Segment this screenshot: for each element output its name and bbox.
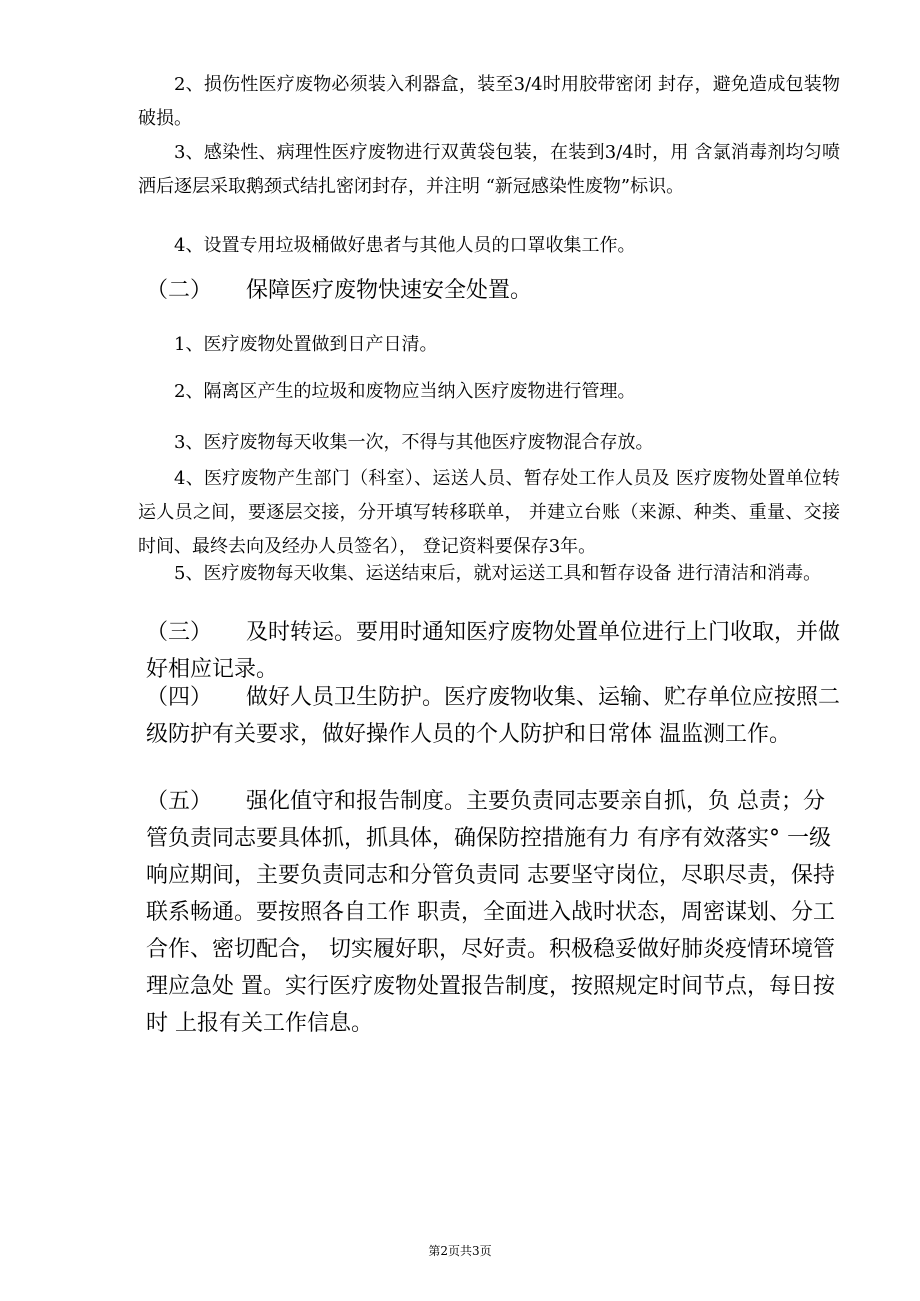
section-title-3: 及时转运。要用时通知医疗废物处置单位进行上门收取，并做好相应记录。 (146, 620, 841, 682)
page-number-footer: 第2页共3页 (428, 1244, 492, 1258)
paragraph-cleaning: 5、医疗废物每天收集、运送结束后，就对运送工具和暂存设备 进行清洁和消毒。 (174, 563, 822, 584)
section-number-4: （四） (146, 685, 213, 710)
section-heading-5 (146, 783, 840, 1042)
paragraph-isolation-waste: 2、隔离区产生的垃圾和废物应当纳入医疗废物进行管理。 (174, 381, 636, 402)
section-heading-3 (146, 614, 840, 688)
section-number-2: （二） (146, 278, 213, 303)
section-number-5: （五） (146, 789, 213, 814)
section-heading-4 (146, 679, 840, 753)
section-title-5: 强化值守和报告制度。主要负责同志要亲自抓，负 总责；分管负责同志要具体抓，抓具体，确保防控措施有力 有序有效落实° 一级响应期间，主要负责同志和分管负责同 志要坚守岗位，尽职尽责，保持联系畅通。要按照各自工作 职责，全面进入战时状态，周密谋划、分工合作、密切配合， 切实履好职，尽好责。积极稳妥做好肺炎疫情环境管理应急处 置。实行医疗废物处置报告制度，按照规定时间节点，每日按时 上报有关工作信息。 (146, 789, 835, 1036)
section-title-2: 保障医疗废物快速安全处置。 (246, 278, 533, 303)
paragraph-mask-collection: 4、设置专用垃圾桶做好患者与其他人员的口罩收集工作。 (174, 235, 636, 256)
section-heading-2 (146, 273, 840, 309)
section-title-4: 做好人员卫生防护。医疗废物收集、运输、贮存单位应按照二级防护有关要求，做好操作人员的个人防护和日常体 温监测工作。 (146, 685, 841, 747)
paragraph-sharps-waste: 2、损伤性医疗废物必须装入利器盒，装至3/4时用胶带密闭 封存，避免造成包装物破损。 (138, 74, 840, 129)
paragraph-handover: 4、医疗废物产生部门（科室）、运送人员、暂存处工作人员及 医疗废物处置单位转运人员之间，要逐层交接，分开填写转移联单， 并建立台账（来源、种类、重量、交接时间、最终去向及经办人员签名）， 登记资料要保存3年。 (138, 468, 840, 557)
paragraph-daily-collection: 3、医疗废物每天收集一次，不得与其他医疗废物混合存放。 (174, 432, 654, 453)
paragraph-daily-disposal: 1、医疗废物处置做到日产日清。 (174, 334, 438, 355)
paragraph-infectious-waste: 3、感染性、病理性医疗废物进行双黄袋包装，在装到3/4时，用 含氯消毒剂均匀喷洒后逐层采取鹅颈式结扎密闭封存，并注明 “新冠感染性废物”标识。 (138, 142, 840, 197)
section-number-3: （三） (146, 620, 213, 645)
